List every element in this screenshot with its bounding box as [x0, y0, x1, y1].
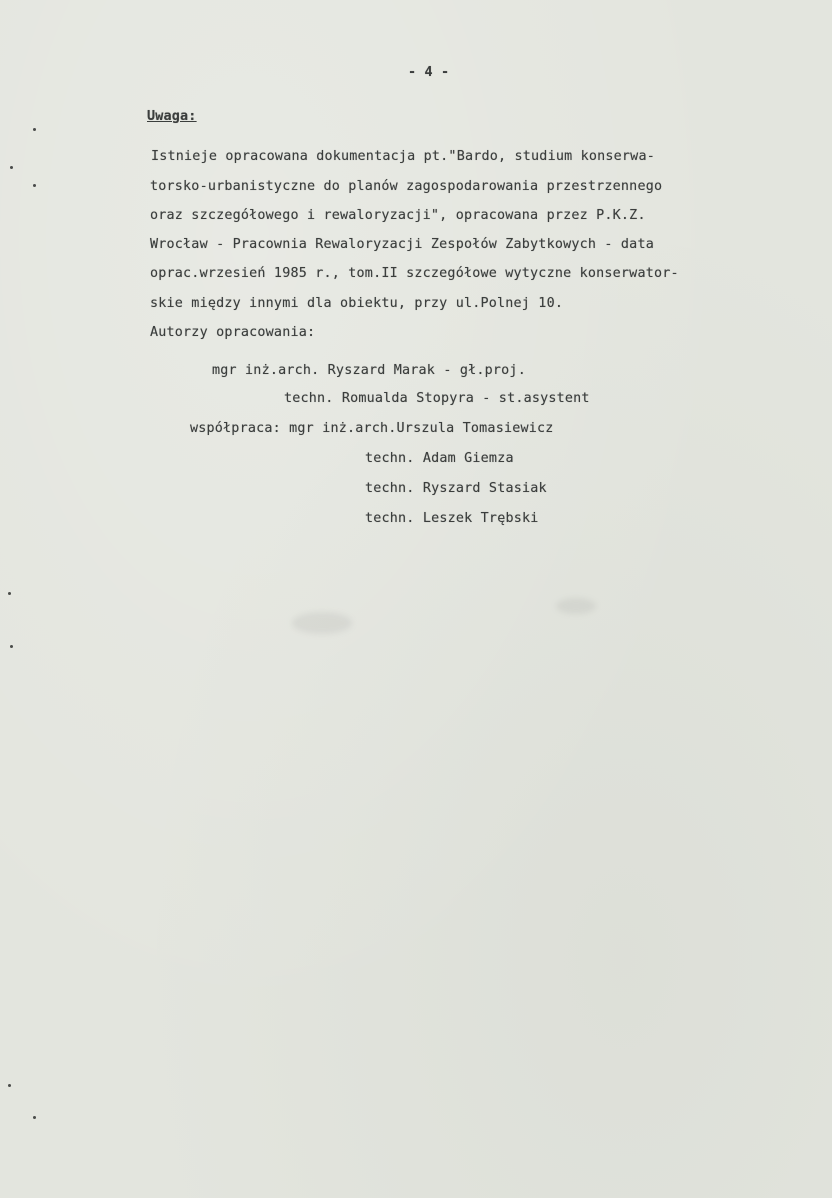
paper-smudge — [292, 612, 352, 634]
note-heading: Uwaga: — [147, 109, 197, 124]
margin-speck — [8, 592, 11, 595]
body-line: oraz szczegółowego i rewaloryzacji", opracowana przez P.K.Z. — [150, 208, 646, 223]
authors-label: Autorzy opracowania: — [150, 325, 316, 340]
body-line: skie między innymi dla obiektu, przy ul.Polnej 10. — [150, 296, 564, 311]
body-line: Wrocław - Pracownia Rewaloryzacji Zespołów Zabytkowych - data — [150, 237, 654, 252]
author-line: techn. Romualda Stopyra - st.asystent — [284, 391, 590, 406]
page-number: - 4 - — [408, 65, 450, 80]
body-line: Istnieje opracowana dokumentacja pt."Bardo, studium konserwa- — [151, 149, 655, 164]
collaboration-line: współpraca: mgr inż.arch.Urszula Tomasiewicz — [190, 421, 554, 436]
margin-speck — [33, 128, 36, 131]
author-line: mgr inż.arch. Ryszard Marak - gł.proj. — [212, 363, 526, 378]
body-line: oprac.wrzesień 1985 r., tom.II szczegółowe wytyczne konserwator- — [150, 266, 679, 281]
margin-speck — [33, 184, 36, 187]
margin-speck — [33, 1116, 36, 1119]
margin-speck — [10, 645, 13, 648]
body-line: torsko-urbanistyczne do planów zagospodarowania przestrzennego — [150, 179, 663, 194]
collaborator-line: techn. Ryszard Stasiak — [365, 481, 547, 496]
collaborator-line: techn. Adam Giemza — [365, 451, 514, 466]
paper-smudge — [556, 598, 596, 614]
margin-speck — [8, 1084, 11, 1087]
margin-speck — [10, 166, 13, 169]
collaborator-line: techn. Leszek Trębski — [365, 511, 539, 526]
